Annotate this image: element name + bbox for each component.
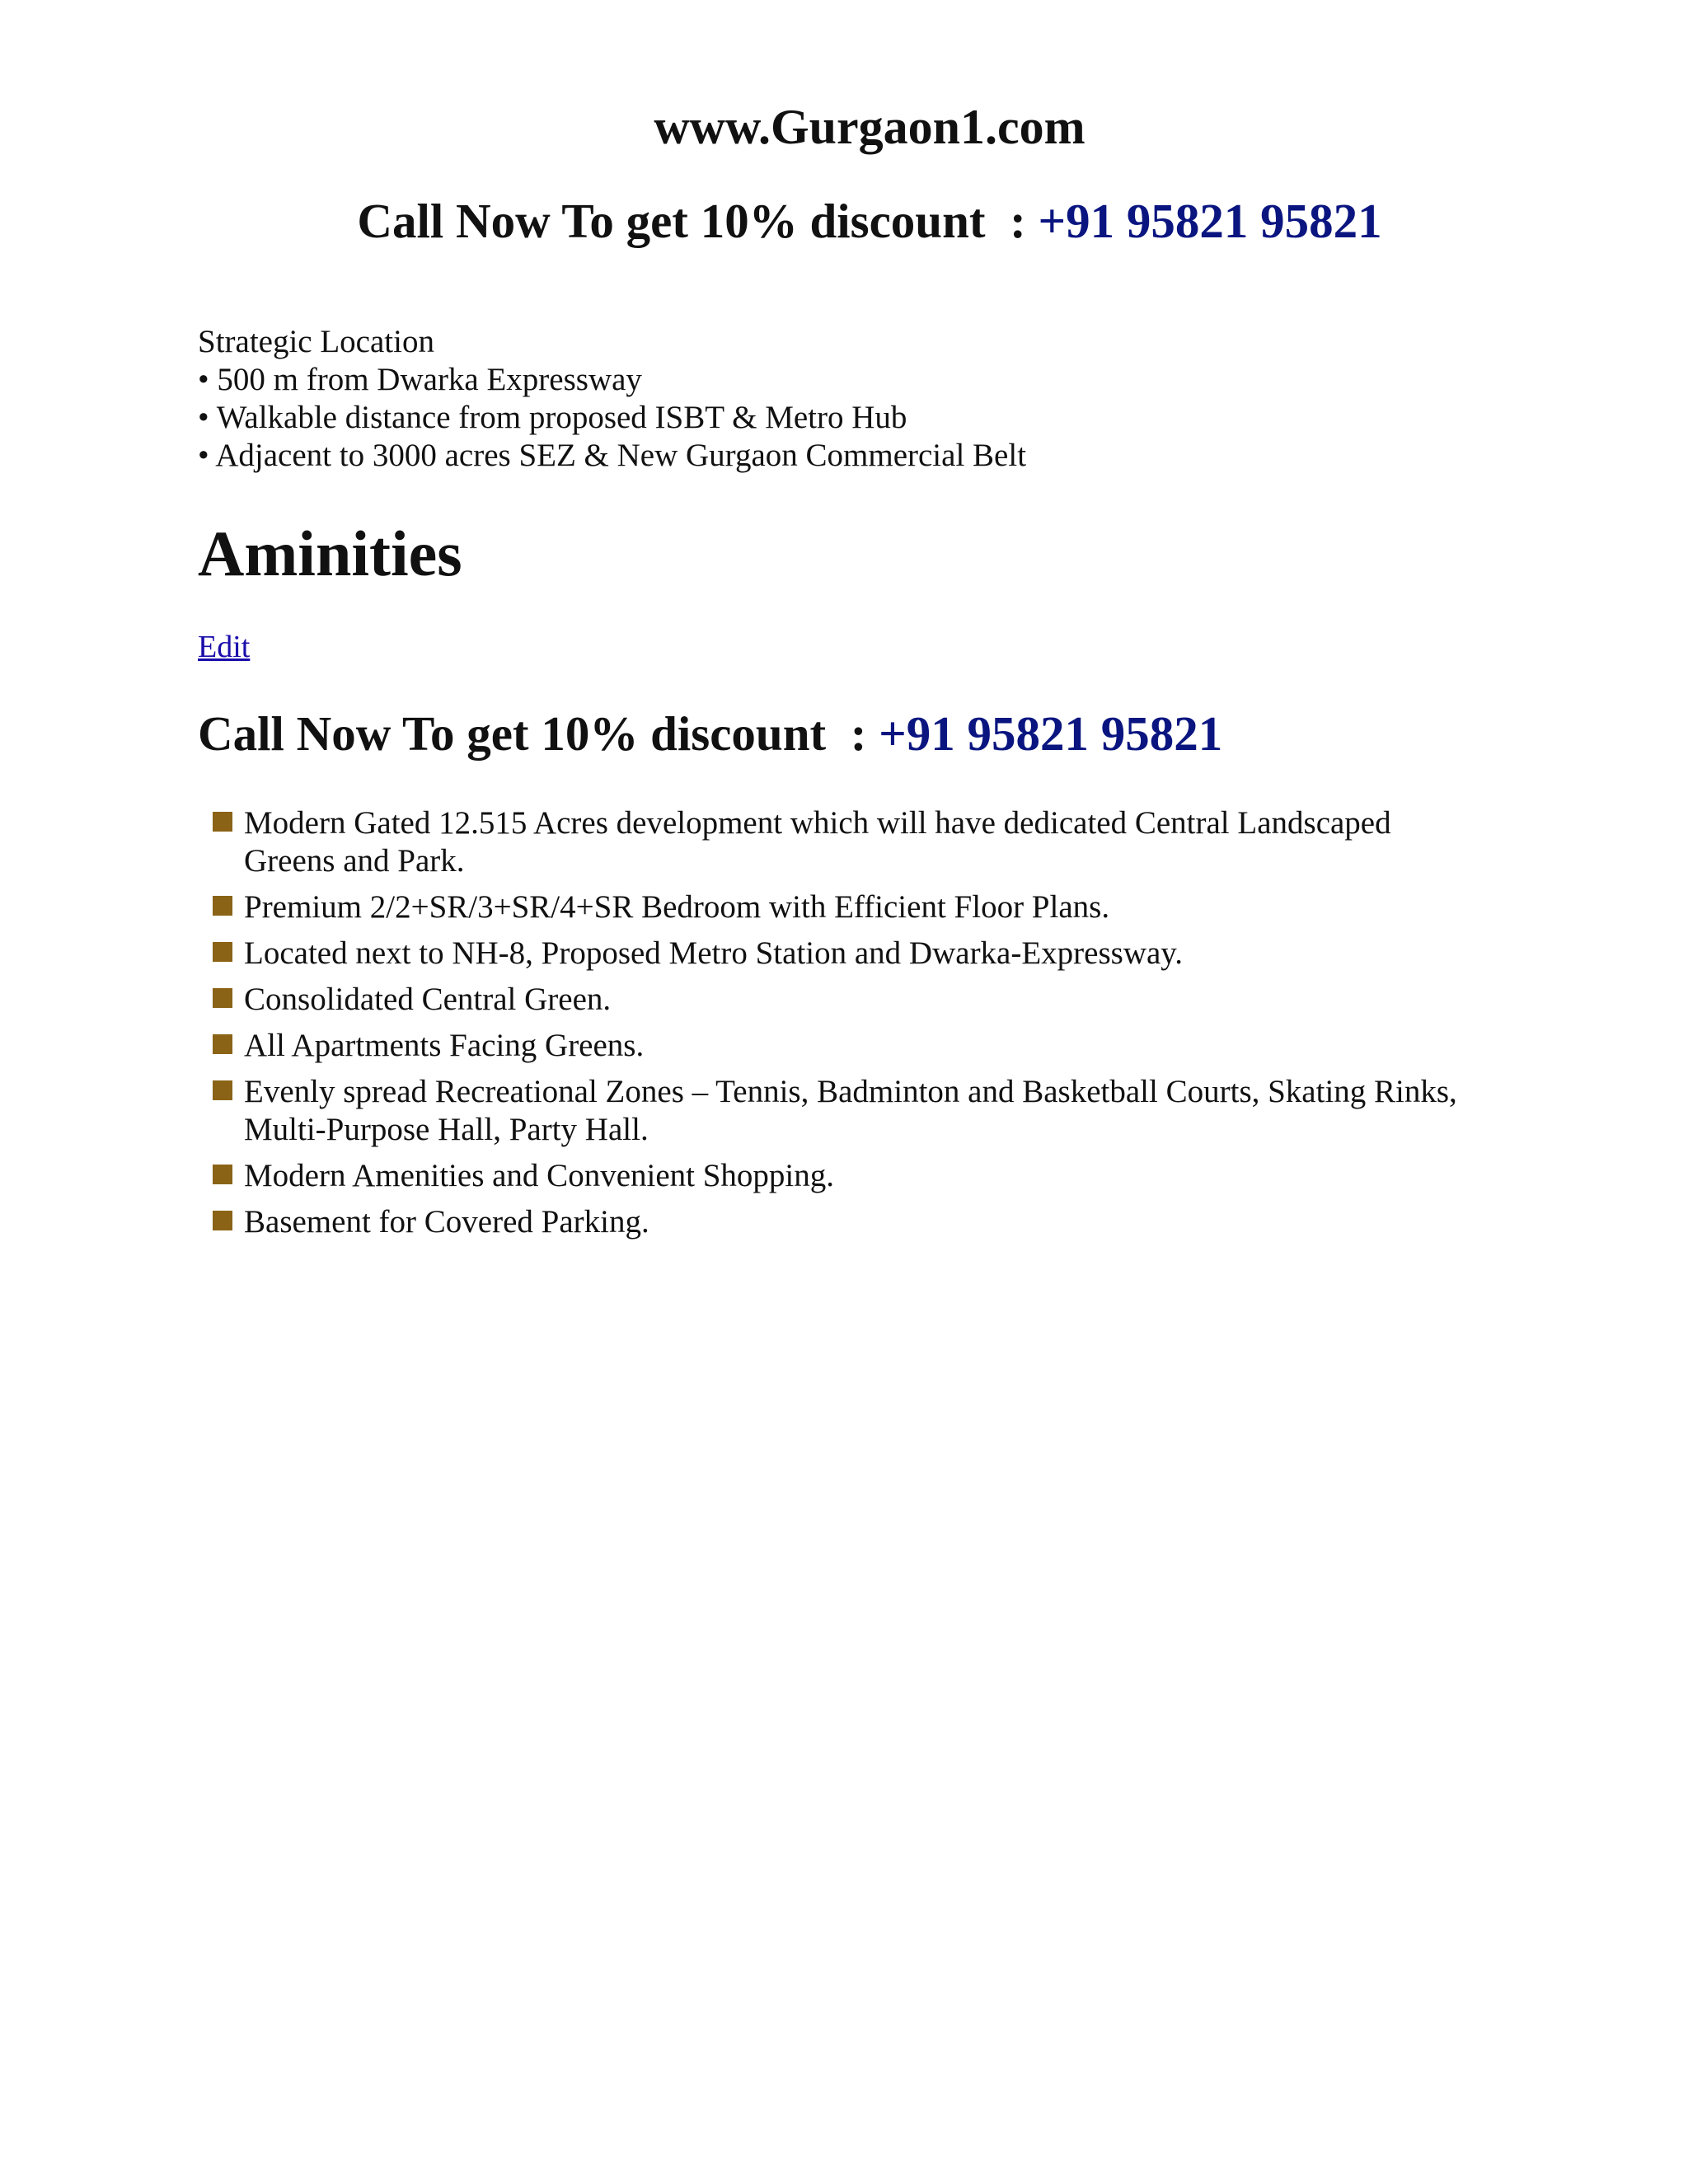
amenity-text: Modern Gated 12.515 Acres development which will have dedicated Central Landscaped Greens and Park. <box>244 805 1391 879</box>
site-title: www.Gurgaon1.com <box>654 100 1085 154</box>
amenity-text: Modern Amenities and Convenient Shopping. <box>244 1158 835 1193</box>
list-item <box>211 804 1464 880</box>
amenity-text: Basement for Covered Parking. <box>244 1204 649 1240</box>
amenity-text: All Apartments Facing Greens. <box>244 1028 645 1063</box>
promo-text: Call Now To get 10% discount : <box>357 194 1039 248</box>
amenity-text: Located next to NH-8, Proposed Metro Station and Dwarka-Expressway. <box>244 935 1184 971</box>
square-bullet-icon <box>213 1034 232 1054</box>
promo-banner-second <box>198 699 1222 768</box>
list-item <box>211 888 1464 926</box>
square-bullet-icon <box>213 1165 232 1184</box>
edit-link[interactable]: Edit <box>198 630 251 664</box>
list-item <box>211 1203 1464 1241</box>
list-item <box>211 1073 1464 1149</box>
square-bullet-icon <box>213 988 232 1008</box>
list-item <box>211 935 1464 972</box>
promo-banner-top <box>0 186 1688 255</box>
square-bullet-icon <box>213 1080 232 1100</box>
promo-phone: +91 95821 95821 <box>879 706 1223 761</box>
square-bullet-icon <box>213 896 232 916</box>
location-title: Strategic Location <box>198 324 434 359</box>
location-point: • Adjacent to 3000 acres SEZ & New Gurgaon Commercial Belt <box>198 438 1027 473</box>
list-item <box>211 1027 1464 1065</box>
square-bullet-icon <box>213 942 232 962</box>
promo-phone: +91 95821 95821 <box>1038 194 1382 248</box>
amenity-text: Premium 2/2+SR/3+SR/4+SR Bedroom with Efficient Floor Plans. <box>244 889 1110 925</box>
amenity-text: Consolidated Central Green. <box>244 982 612 1017</box>
location-point: • 500 m from Dwarka Expressway <box>198 362 642 397</box>
amenities-list <box>211 804 1464 1249</box>
location-point: • Walkable distance from proposed ISBT & Metro Hub <box>198 400 907 435</box>
strategic-location-block <box>198 323 1026 475</box>
amenities-heading: Aminities <box>198 518 462 589</box>
promo-text: Call Now To get 10% discount : <box>198 706 879 761</box>
amenity-text: Evenly spread Recreational Zones – Tennis, Badminton and Basketball Courts, Skating Rinks, Multi-Purpose Hall, Party Hall. <box>244 1074 1457 1147</box>
square-bullet-icon <box>213 1211 232 1230</box>
list-item <box>211 1157 1464 1195</box>
square-bullet-icon <box>213 812 232 832</box>
list-item <box>211 981 1464 1019</box>
